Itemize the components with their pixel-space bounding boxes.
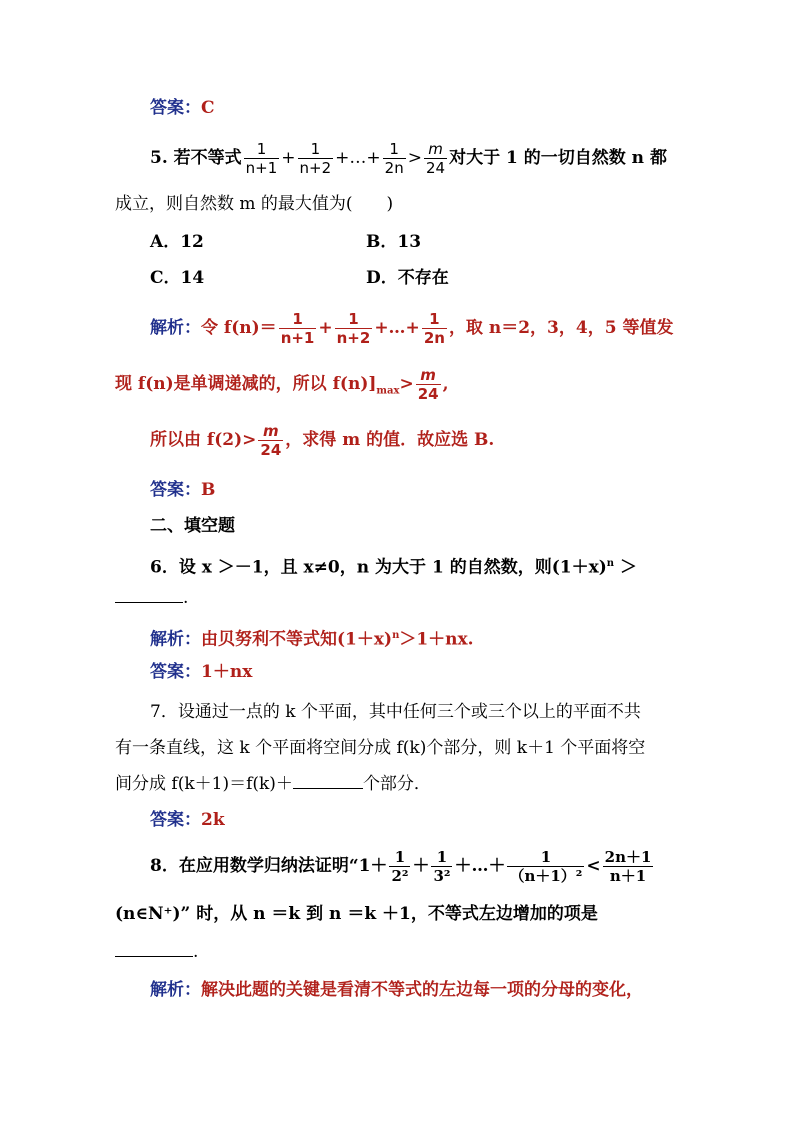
q8-fraction-1: $\frac{1}{\text{2²}}$ bbox=[391, 848, 409, 885]
q5-tail: 对大于 1 的一切自然数 n 都 bbox=[449, 148, 667, 168]
answer-value: C bbox=[201, 98, 215, 118]
option-d: D．不存在 bbox=[366, 268, 449, 288]
q5-stem-line2: 成立，则自然数 m 的最大值为( ) bbox=[115, 194, 394, 214]
q5-answer: 答案：B bbox=[150, 480, 216, 500]
option-c: C．14 bbox=[150, 268, 205, 288]
q5-intro: 5. 若不等式 bbox=[150, 148, 242, 168]
section-heading: 二、填空题 bbox=[150, 516, 235, 536]
answer-label: 答案： bbox=[150, 98, 201, 118]
q8-line2: (n∈N⁺)” 时，从 n ＝k 到 n ＝k ＋1，不等式左边增加的项是 bbox=[115, 904, 598, 924]
analysis-fraction-2: $\frac{1}{n+2}$ bbox=[336, 310, 371, 347]
analysis-fraction-m24-2: $\frac{m}{24}$ bbox=[260, 422, 282, 459]
answer-blank[interactable] bbox=[115, 942, 193, 957]
fraction-2: $\frac{1}{n+2}$ bbox=[299, 140, 332, 177]
option-b: B．13 bbox=[366, 232, 422, 252]
q8-fraction-4: $\frac{2n+1}{n+1}$ bbox=[604, 848, 652, 885]
q6-blank-line: . bbox=[115, 586, 188, 610]
q8-fraction-2: $\frac{1}{\text{3²}}$ bbox=[433, 848, 451, 885]
answer-blank[interactable] bbox=[115, 588, 183, 603]
q7-answer: 答案：2k bbox=[150, 810, 225, 830]
q5-analysis-3: 所以由 f(2)> $\frac{m}{24}$ ，求得 m 的值．故应选 B. bbox=[150, 422, 495, 459]
q4-answer bbox=[150, 96, 215, 120]
q5-stem: 5. 若不等式 $\frac{1}{n+1}$ + $\frac{1}{n+2}$ +…+ $\frac{1}{2n}$ > $\frac{m}{24}$ 对大于 1 的一切自然数 n 都 bbox=[150, 140, 667, 177]
q7-line3: 间分成 f(k＋1)＝f(k)＋ 个部分． bbox=[115, 774, 431, 794]
fraction-3: $\frac{1}{2n}$ bbox=[384, 140, 404, 177]
fraction-4: $\frac{m}{24}$ bbox=[425, 140, 446, 177]
analysis-fraction-1: $\frac{1}{n+1}$ bbox=[280, 310, 315, 347]
q5-analysis-2: 现 f(n)是单调递减的，所以 $f(n)]_{max}>$ $\frac{m}{24}$ , bbox=[115, 366, 449, 403]
q7-line2: 有一条直线，这 k 个平面将空间分成 f(k)个部分，则 k＋1 个平面将空 bbox=[115, 738, 646, 758]
q8-analysis: 解析：解决此题的关键是看清不等式的左边每一项的分母的变化， bbox=[150, 980, 643, 1000]
analysis-fraction-3: $\frac{1}{2n}$ bbox=[423, 310, 445, 347]
q6-answer: 答案：1＋nx bbox=[150, 662, 253, 682]
q6-analysis: 解析：由贝努利不等式知$(1+x)^n>1+nx$. bbox=[150, 629, 474, 650]
analysis-fraction-m24: $\frac{m}{24}$ bbox=[417, 366, 439, 403]
q8-blank-line: . bbox=[115, 940, 198, 964]
q6-stem: 6．设 x ＞－1，且 x≠0，n 为大于 1 的自然数，则$(1+x)^n$ ＞ bbox=[150, 557, 637, 578]
analysis-label: 解析： bbox=[150, 318, 201, 338]
q8-stem: 8．在应用数学归纳法证明“1＋ $\frac{1}{\text{2²}}$ ＋ $\frac{1}{\text{3²}}$ ＋…＋ $\frac{1}{\text{（n＋1）²}}$ < $\frac{2n+1}{n+1}$ bbox=[150, 848, 652, 885]
q7-line1: 7．设通过一点的 k 个平面，其中任何三个或三个以上的平面不共 bbox=[150, 702, 641, 722]
q8-fraction-3: $\frac{1}{\text{（n＋1）²}}$ bbox=[509, 848, 583, 885]
option-a: A．12 bbox=[150, 232, 204, 252]
q5-analysis-1: 解析：令 f(n)＝ $\frac{1}{n+1}$ + $\frac{1}{n+2}$ +…+ $\frac{1}{2n}$ ，取 n＝2，3，4，5 等值发 bbox=[150, 310, 674, 347]
answer-blank[interactable] bbox=[293, 774, 363, 789]
fraction-1: $\frac{1}{n+1}$ bbox=[245, 140, 278, 177]
